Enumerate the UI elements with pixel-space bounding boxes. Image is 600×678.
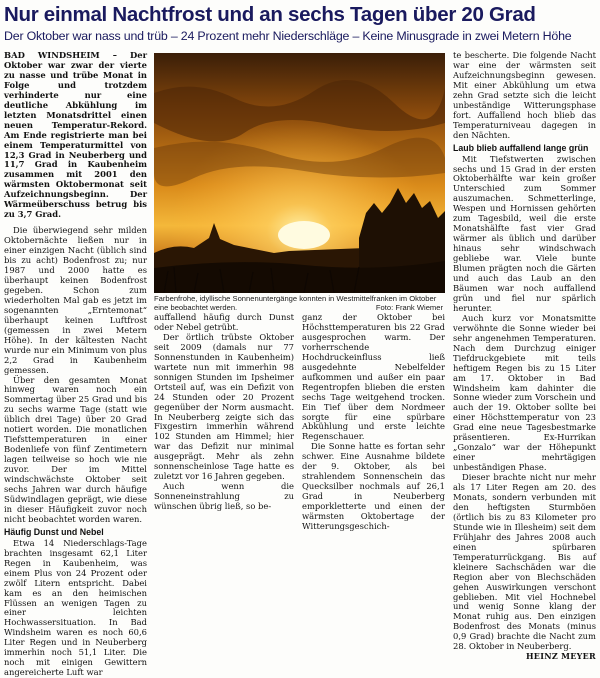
caption-text: Farbenfrohe, idyllische Sonnenuntergänge konnten in Westmittelfranken im Oktober eine beobachtet werden.	[154, 294, 437, 312]
lead-text: – Der Oktober war zwar der vierte zu nasse und trübe Monat in Folge und trotzdem verhinderte nur eine deutliche Abkühlung im letzten Monatsdrittel einen neuen Temperatur-Rekord. Am Ende registrierte man bei einem Temperaturmittel von 12,3 Grad in Neuberberg und 11,7 Grad in Kaubenheim zusammen mit 2001 den wärmsten Oktobermonat seit Aufzeichnungsbeginn. Der Wärmeüberschuss betrug bis zu 3,7 Grad.	[4, 50, 148, 220]
photo-caption	[154, 294, 445, 312]
author: HEINZ MEYER	[525, 651, 596, 662]
paragraph: Über den gesamten Monat hinweg waren noch ein Sommertag über 25 Grad und bis zu sechs warme Tage (statt wie üblich drei Tage) über 20 Grad notiert worden. Die monatlichen Tiefsttemperaturen in einer Bodenliefe von fünf Zentimetern lagen teilweise so hoch wie nie zuvor. Der im Mittel windschwächste Oktober seit sechs Jahren war durch häufige Südwindlagen geprägt, wie diese in dieser Häufigkeit zuvor noch nicht beobachtet worden waren.	[4, 374, 147, 524]
paragraph: ganz der Oktober bei Höchsttemperaturen bis 22 Grad ausgesprochen warm. Der vorherrschende Hochdruckeinfluss ließ ausgedehnte Nebelfelder aufkommen und außer ein paar Regentropfen blieben die ersten sechs Tage weitgehend trocken. Ein Tief über dem Nordmeer sorgte für eine spürbare Abkühlung und erste leichte Regenschauer.	[302, 312, 445, 442]
paragraph: Etwa 14 Niederschlags-Tage brachten insgesamt 62,1 Liter Regen in Kaubenheim, was einem Plus von 24 Prozent oder zwölf Litern entspricht. Dabei kam es an den heimischen Flüssen an wenigen Tagen zu einer leichten Hochwassersituation. In Bad Windsheim waren es noch 60,6 Liter Regen und in Neuberberg immerhin noch 51,1 Liter. Die noch mit einigen Gewittern angereicherte Luft war	[4, 537, 147, 678]
sunset-photo	[154, 53, 445, 293]
section-subtitle: Häufig Dunst und Nebel	[4, 526, 104, 537]
column-1	[4, 51, 147, 678]
paragraph: Mit Tiefstwerten zwischen sechs und 15 Grad in der ersten Oktoberhälfte war kein großer Unterschied zum Sommer auszumachen. Schmetterlinge, Wespen und Hornissen gehörten zum Tagesbild, weil die erste Monatshälfte fast vier Grad wärmer als üblich und darüber hinaus sehr windschwach gebliebe war. Viele bunte Blumen prägten noch die Gärten und auch das Laub an den Bäumen war noch auffallend grün und fiel nur spärlich herunter.	[453, 153, 596, 313]
paragraph: Die überwiegend sehr milden Oktobernächte ließen nur in einer einzigen Nacht (üblich sind bis zu acht) Bodenfrost zu; nur 1987 und 2000 hatte es überhaupt keinen Bodenfrost gegeben. Schon zum wiederholten Mal gab es jetzt im sogenannten „Erntemonat“ überhaupt keinen Luftfrost (gemessen in zwei Metern Höhe). In der kältesten Nacht wurde nur ein Minimum von plus 2,2 Grad in Kaubenheim gemessen.	[4, 225, 147, 375]
paragraph: Auch kurz vor Monatsmitte verwöhnte die Sonne wieder bei sehr angenehmen Temperaturen. Nach dem Durchzug einiger Tiefdruckgebiete mit teils heftigem Regen bis zu 15 Liter am 17. Oktober in Bad Windsheim kam dahinter die Sonne wieder zum Vorschein und auch der 19. Oktober sollte bei einer Höchsttemperatur von 23 Grad eine neue Tagesbestmarke präsentieren. Ex-Hurrikan „Gonzalo“ war der Höhepunkt einer mehrtägigen unbeständigen Phase.	[453, 312, 596, 473]
headline: Nur einmal Nachtfrost und an sechs Tagen über 20 Grad	[4, 3, 536, 26]
section-subtitle: Laub blieb auffallend lange grün	[453, 142, 589, 153]
column-2	[154, 313, 294, 512]
paragraph: auffallend häufig durch Dunst oder Nebel getrübt.	[154, 312, 294, 332]
dateline: BAD WINDSHEIM	[4, 50, 100, 60]
paragraph: te bescherte. Die folgende Nacht war eine der wärmsten seit Aufzeichnungsbeginn gewesen. Mit einer Abkühlung um etwa zehn Grad setzte sich die leicht unbeständige Witterungsphase fort. Auffallend hoch blieb das Temperaturniveau dagegen in den Nächten.	[453, 50, 596, 140]
paragraph: Die Sonne hatte es fortan sehr schwer. Eine Ausnahme bildete der 9. Oktober, als bei strahlendem Sonnenschein das Quecksilber nochmals auf 26,1 Grad in Neuberberg emporkletterte und einen der wärmsten Oktobertage der Witterungsgeschich-	[302, 441, 445, 532]
sunset-image	[154, 53, 445, 293]
subheadline: Der Oktober war nass und trüb – 24 Prozent mehr Niederschläge – Keine Minusgrade in zwei Metern Höhe	[4, 29, 572, 43]
column-4	[453, 51, 596, 662]
paragraph: Dieser brachte nicht nur mehr als 17 Liter Regen am 20. des Monats, sondern verbunden mit den heftigsten Sturmböen (örtlich bis zu 83 Kilometer pro Stunde wie in Illesheim) seit dem Frühjahr des Jahres 2008 auch einen spürbaren Temperaturrückgang. Bis auf kleinere Sachschäden war die Region aber von Blechschäden gehen Auswirkungen verschont geblieben. Mit viel Hochnebel und wenig Sonne klang der Monat ruhig aus. Den einzigen Bodenfrost des Monats (minus 0,9 Grad) brachte die Nacht zum 28. Oktober in Neuberberg.	[453, 472, 596, 652]
paragraph: Der örtlich trübste Oktober seit 2009 (damals nur 77 Sonnenstunden in Kaubenheim) wartete nun mit immerhin 98 sonnigen Stunden im Ipsheimer Ortsteil auf, was ein Defizit von 24 Stunden oder 20 Prozent gegenüber der Norm ausmacht. In Neuberberg zeigte sich das Fixgestirn immerhin während 102 Stunden am Himmel; hier war das Defizit nur minimal ausgeprägt. Mehr als zehn sonnenscheinlose Tage hatte es zuletzt vor 16 Jahren gegeben.	[154, 331, 294, 482]
lead-paragraph	[4, 51, 147, 220]
column-3	[302, 313, 445, 532]
paragraph: Auch wenn die Sonneneinstrahlung zu wünschen übrig ließ, so be-	[154, 481, 294, 512]
photo-credit: Foto: Frank Wiemer	[375, 303, 443, 312]
